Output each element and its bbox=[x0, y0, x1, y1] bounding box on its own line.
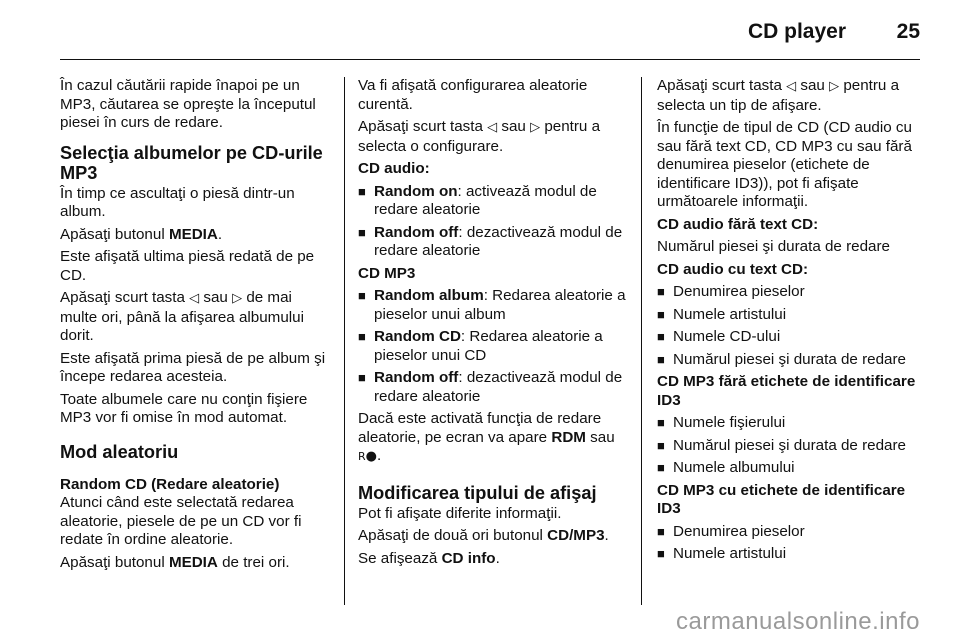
list-item: ■ Denumirea pieselor bbox=[657, 522, 805, 540]
column-divider bbox=[641, 77, 642, 605]
list-item: ■ Numărul piesei şi durata de redare bbox=[657, 350, 906, 368]
bullet-icon: ■ bbox=[358, 370, 366, 385]
bullet-icon: ■ bbox=[657, 284, 665, 299]
paragraph: Apăsaţi butonul MEDIA. bbox=[60, 225, 223, 243]
subheading-cd-audio-with-text: CD audio cu text CD: bbox=[657, 260, 809, 278]
paragraph: În timp ce ascultaţi o piesă dintr-un album. bbox=[60, 184, 295, 220]
list-item: ■ Random off: dezactivează modul de redare aleatorie bbox=[358, 369, 623, 405]
bullet-icon: ■ bbox=[657, 351, 665, 367]
left-arrow-icon: ◁ bbox=[487, 120, 498, 135]
bullet-icon: ■ bbox=[657, 437, 665, 453]
paragraph: Se afişează CD info. bbox=[358, 549, 500, 567]
list-item: ■ Numele CD-ului bbox=[657, 328, 781, 345]
bullet-icon: ■ bbox=[657, 329, 665, 344]
paragraph: Apăsaţi de două ori butonul CD/MP3. bbox=[358, 527, 609, 544]
subheading-mp3-id3: CD MP3 cu etichete de identificare ID3 bbox=[657, 481, 906, 517]
paragraph: Este afişată prima piesă de pe album şi începe redarea acesteia. bbox=[60, 349, 326, 385]
paragraph: Atunci când este selectată redarea aleatorie, piesele de pe un CD vor fi redate în ordine aleatorie. bbox=[60, 494, 302, 548]
right-arrow-icon: ▷ bbox=[829, 79, 840, 94]
bullet-icon: ■ bbox=[657, 306, 665, 322]
paragraph: Dacă este activată funcţia de redare aleatorie, pe ecran va apare RDM sau R●. bbox=[358, 410, 615, 464]
list-item: ■ Numele albumului bbox=[657, 459, 795, 476]
header-divider bbox=[60, 59, 920, 60]
left-arrow-icon: ◁ bbox=[189, 291, 200, 306]
list-item: ■ Random on: activează modul de redare aleatorie bbox=[358, 182, 597, 218]
heading-album-selection: Selecţia albumelor pe CD-urile MP3 bbox=[60, 142, 323, 183]
bullet-icon: ■ bbox=[358, 288, 366, 303]
cd-info-label: CD info bbox=[441, 549, 496, 567]
subheading-mp3-no-id3: CD MP3 fără etichete de identificare ID3 bbox=[657, 373, 916, 409]
subheading-cd-audio: CD audio: bbox=[358, 160, 430, 177]
column-2 bbox=[358, 77, 630, 572]
paragraph: În funcţie de tipul de CD (CD audio cu sau fără text CD, CD MP3 cu sau fără denumirea pieselor (etichete de identificare ID3)), pot fi afişate următoarele informaţii. bbox=[657, 119, 912, 210]
column-divider bbox=[344, 77, 345, 605]
random-indicator-icon: R● bbox=[358, 449, 377, 464]
list-item: ■ Numele artistului bbox=[657, 545, 787, 562]
rdm-indicator: RDM bbox=[551, 428, 586, 446]
bullet-icon: ■ bbox=[657, 546, 665, 561]
page-header bbox=[0, 0, 960, 62]
paragraph: Apăsaţi butonul MEDIA de trei ori. bbox=[60, 553, 290, 571]
heading-random-mode: Mod aleatoriu bbox=[60, 441, 179, 462]
cd-mp3-button-label: CD/MP3 bbox=[547, 527, 605, 544]
bullet-icon: ■ bbox=[657, 523, 665, 539]
bullet-icon: ■ bbox=[657, 460, 665, 475]
bullet-icon: ■ bbox=[657, 415, 665, 430]
paragraph: Va fi afişată configurarea aleatorie curentă. bbox=[358, 77, 588, 113]
paragraph: Apăsaţi scurt tasta ◁ sau ▷ pentru a selecta un tip de afişare. bbox=[657, 77, 900, 114]
subheading-random-cd: Random CD (Redare aleatorie) bbox=[60, 475, 280, 493]
subheading-cd-mp3: CD MP3 bbox=[358, 264, 416, 282]
paragraph: Pot fi afişate diferite informaţii. bbox=[358, 504, 562, 522]
bullet-icon: ■ bbox=[358, 224, 366, 240]
heading-display-type: Modificarea tipului de afişaj bbox=[358, 482, 597, 503]
bullet-icon: ■ bbox=[358, 329, 366, 344]
paragraph: Toate albumele care nu conţin fişiere MP3 vor fi omise în mod automat. bbox=[60, 390, 308, 426]
paragraph: Apăsaţi scurt tasta ◁ sau ▷ pentru a selecta o configurare. bbox=[358, 118, 601, 155]
list-item: ■ Random album: Redarea aleatorie a pieselor unui album bbox=[358, 287, 626, 323]
list-item: ■ Numărul piesei şi durata de redare bbox=[657, 436, 906, 454]
list-item: ■ Random off: dezactivează modul de redare aleatorie bbox=[358, 223, 623, 259]
media-button-label: MEDIA bbox=[168, 225, 218, 243]
list-item: ■ Denumirea pieselor bbox=[657, 283, 805, 300]
list-item: ■ Numele fişierului bbox=[657, 414, 786, 431]
list-item: ■ Numele artistului bbox=[657, 305, 787, 323]
intro-paragraph: În cazul căutării rapide înapoi pe un MP3, căutarea se opreşte la începutul piesei în curs de redare. bbox=[60, 77, 316, 131]
subheading-cd-audio-no-text: CD audio fără text CD: bbox=[657, 215, 819, 233]
right-arrow-icon: ▷ bbox=[232, 291, 243, 306]
left-arrow-icon: ◁ bbox=[786, 79, 797, 94]
paragraph: Numărul piesei şi durata de redare bbox=[657, 238, 890, 255]
bullet-icon: ■ bbox=[358, 183, 366, 199]
paragraph: Apăsaţi scurt tasta ◁ sau ▷ de mai multe ori, până la afişarea albumului dorit. bbox=[60, 289, 304, 344]
column-1 bbox=[60, 77, 332, 576]
media-button-label: MEDIA bbox=[168, 553, 218, 571]
list-item: ■ Random CD: Redarea aleatorie a pieselor unui CD bbox=[358, 328, 603, 364]
column-3 bbox=[657, 77, 927, 568]
paragraph: Este afişată ultima piesă redată de pe CD. bbox=[60, 248, 315, 284]
page-number: 25 bbox=[896, 20, 920, 43]
section-title: CD player bbox=[747, 20, 846, 43]
right-arrow-icon: ▷ bbox=[530, 120, 541, 135]
watermark: carmanualsonline.info bbox=[676, 608, 920, 635]
